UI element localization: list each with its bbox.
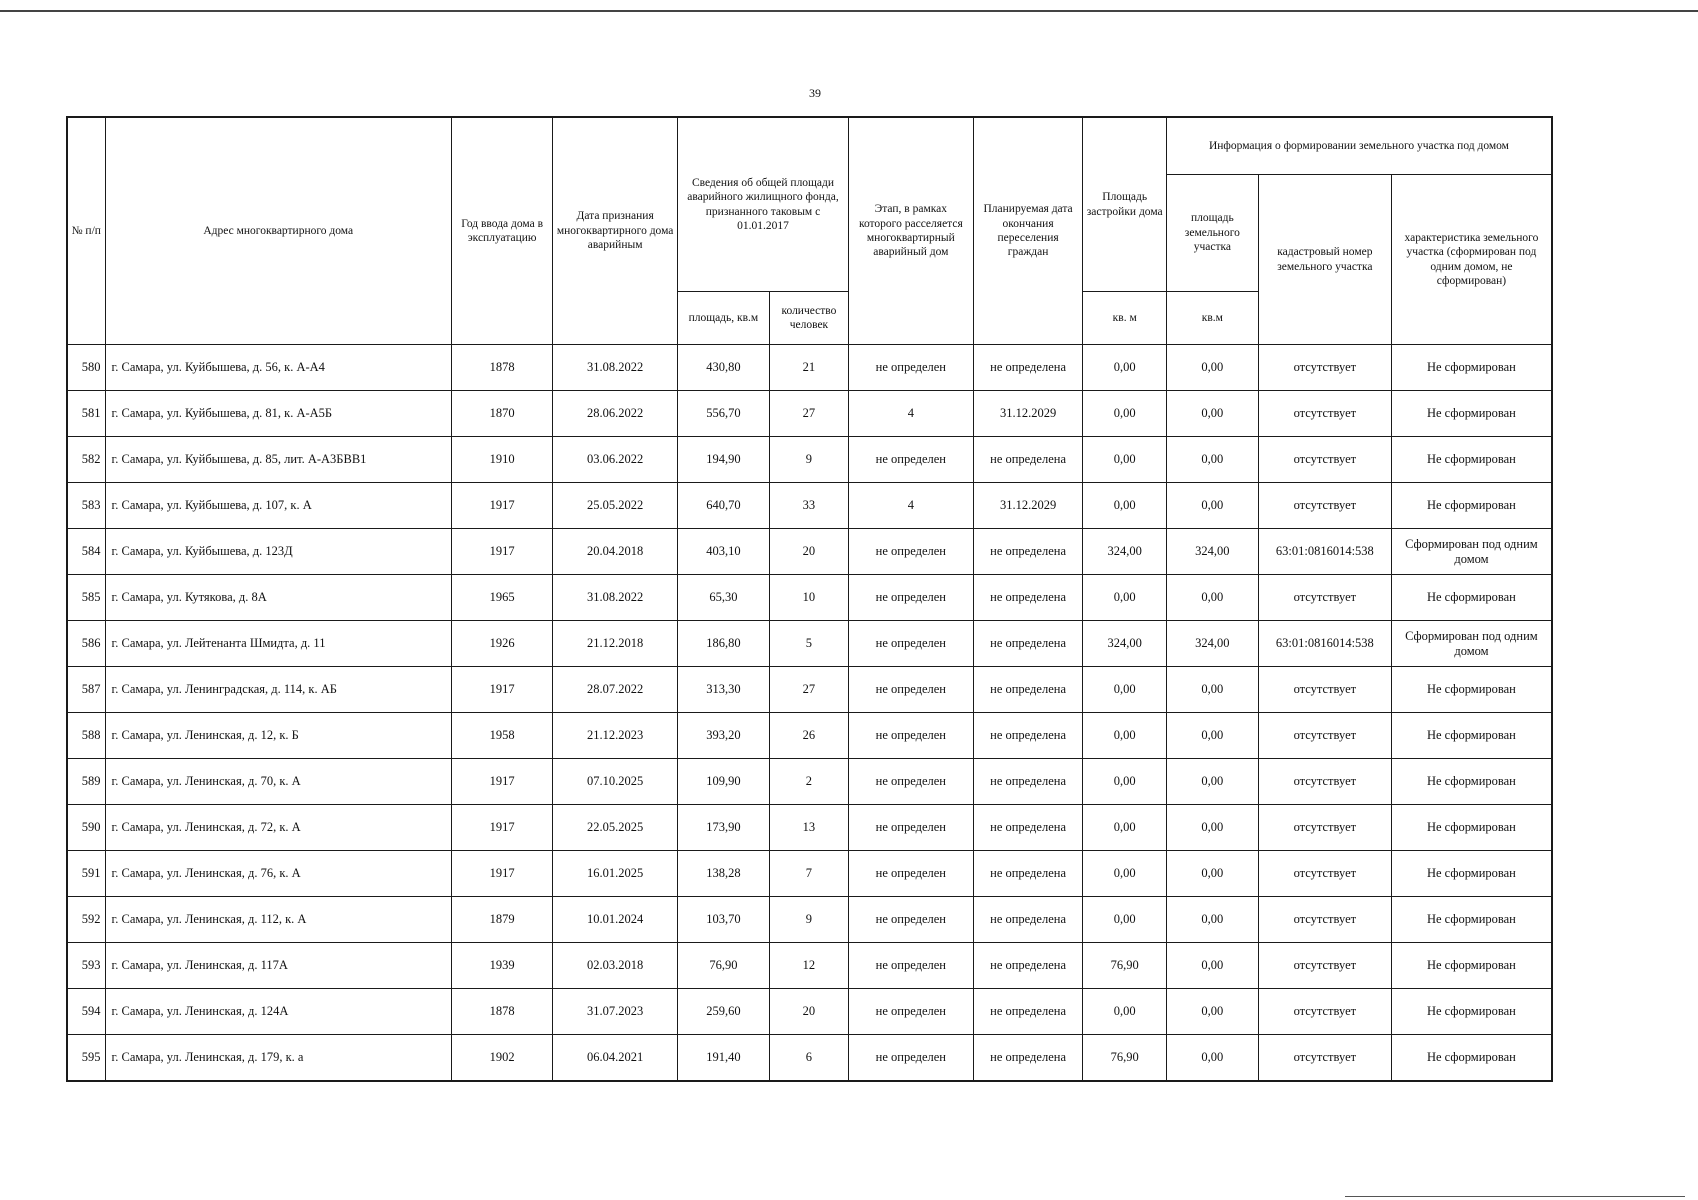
cell-people: 10 xyxy=(769,575,848,621)
cell-people: 7 xyxy=(769,851,848,897)
cell-land-status: Не сформирован xyxy=(1391,575,1552,621)
cell-stage: не определен xyxy=(849,437,974,483)
table-row xyxy=(67,989,1552,1035)
cell-address: г. Самара, ул. Куйбышева, д. 123Д xyxy=(105,529,451,575)
cell-num: 589 xyxy=(67,759,105,805)
cell-year: 1917 xyxy=(451,759,552,805)
cell-year: 1910 xyxy=(451,437,552,483)
cell-stage: не определен xyxy=(849,759,974,805)
cell-cadastral: 63:01:0816014:538 xyxy=(1258,621,1391,667)
table-row xyxy=(67,897,1552,943)
cell-cadastral: отсутствует xyxy=(1258,851,1391,897)
cell-land-area: 0,00 xyxy=(1166,437,1258,483)
cell-num: 582 xyxy=(67,437,105,483)
cell-cadastral: отсутствует xyxy=(1258,943,1391,989)
header-stage: Этап, в рамках которого расселяется многоквартирный аварийный дом xyxy=(849,117,974,345)
cell-cadastral: 63:01:0816014:538 xyxy=(1258,529,1391,575)
cell-num: 584 xyxy=(67,529,105,575)
cell-people: 12 xyxy=(769,943,848,989)
table-row xyxy=(67,575,1552,621)
cell-people: 5 xyxy=(769,621,848,667)
cell-recognition-date: 07.10.2025 xyxy=(553,759,678,805)
cell-cadastral: отсутствует xyxy=(1258,483,1391,529)
cell-num: 587 xyxy=(67,667,105,713)
cell-people: 13 xyxy=(769,805,848,851)
cell-stage: 4 xyxy=(849,391,974,437)
cell-people: 33 xyxy=(769,483,848,529)
cell-planned-date: не определена xyxy=(973,943,1083,989)
cell-cadastral: отсутствует xyxy=(1258,667,1391,713)
cell-land-area: 0,00 xyxy=(1166,805,1258,851)
cell-planned-date: не определена xyxy=(973,713,1083,759)
cell-area: 76,90 xyxy=(677,943,769,989)
table-row xyxy=(67,437,1552,483)
cell-recognition-date: 16.01.2025 xyxy=(553,851,678,897)
cell-land-area: 0,00 xyxy=(1166,575,1258,621)
cell-recognition-date: 28.06.2022 xyxy=(553,391,678,437)
table-row xyxy=(67,713,1552,759)
cell-stage: не определен xyxy=(849,667,974,713)
cell-planned-date: 31.12.2029 xyxy=(973,391,1083,437)
cell-address: г. Самара, ул. Лейтенанта Шмидта, д. 11 xyxy=(105,621,451,667)
cell-land-status: Не сформирован xyxy=(1391,391,1552,437)
cell-num: 586 xyxy=(67,621,105,667)
cell-num: 583 xyxy=(67,483,105,529)
cell-building-area: 324,00 xyxy=(1083,529,1166,575)
cell-cadastral: отсутствует xyxy=(1258,1035,1391,1082)
cell-area: 259,60 xyxy=(677,989,769,1035)
cell-address: г. Самара, ул. Кутякова, д. 8А xyxy=(105,575,451,621)
cell-cadastral: отсутствует xyxy=(1258,575,1391,621)
header-building-area: Площадь застройки дома xyxy=(1083,117,1166,292)
cell-land-status: Не сформирован xyxy=(1391,345,1552,391)
cell-cadastral: отсутствует xyxy=(1258,759,1391,805)
cell-building-area: 0,00 xyxy=(1083,897,1166,943)
cell-land-status: Сформирован под одним домом xyxy=(1391,621,1552,667)
cell-planned-date: не определена xyxy=(973,345,1083,391)
cell-land-area: 0,00 xyxy=(1166,345,1258,391)
cell-year: 1870 xyxy=(451,391,552,437)
cell-building-area: 0,00 xyxy=(1083,989,1166,1035)
cell-people: 20 xyxy=(769,989,848,1035)
cell-land-area: 0,00 xyxy=(1166,943,1258,989)
cell-land-area: 0,00 xyxy=(1166,391,1258,437)
cell-building-area: 0,00 xyxy=(1083,345,1166,391)
table-row xyxy=(67,759,1552,805)
cell-planned-date: не определена xyxy=(973,1035,1083,1082)
cell-area: 65,30 xyxy=(677,575,769,621)
table-row xyxy=(67,805,1552,851)
cell-year: 1878 xyxy=(451,989,552,1035)
cell-address: г. Самара, ул. Ленинская, д. 112, к. А xyxy=(105,897,451,943)
emergency-housing-table xyxy=(66,116,1553,1082)
cell-area: 403,10 xyxy=(677,529,769,575)
cell-num: 595 xyxy=(67,1035,105,1082)
cell-planned-date: не определена xyxy=(973,897,1083,943)
cell-address: г. Самара, ул. Ленинградская, д. 114, к. АБ xyxy=(105,667,451,713)
cell-year: 1917 xyxy=(451,667,552,713)
cell-stage: не определен xyxy=(849,713,974,759)
cell-building-area: 76,90 xyxy=(1083,1035,1166,1082)
cell-recognition-date: 31.08.2022 xyxy=(553,575,678,621)
cell-cadastral: отсутствует xyxy=(1258,805,1391,851)
cell-address: г. Самара, ул. Ленинская, д. 117А xyxy=(105,943,451,989)
cell-address: г. Самара, ул. Ленинская, д. 70, к. А xyxy=(105,759,451,805)
cell-land-status: Не сформирован xyxy=(1391,851,1552,897)
cell-area: 191,40 xyxy=(677,1035,769,1082)
cell-num: 590 xyxy=(67,805,105,851)
cell-num: 594 xyxy=(67,989,105,1035)
cell-people: 27 xyxy=(769,391,848,437)
cell-cadastral: отсутствует xyxy=(1258,391,1391,437)
cell-stage: не определен xyxy=(849,621,974,667)
cell-area: 194,90 xyxy=(677,437,769,483)
cell-year: 1902 xyxy=(451,1035,552,1082)
table-body xyxy=(67,345,1552,1082)
cell-stage: не определен xyxy=(849,529,974,575)
cell-land-area: 0,00 xyxy=(1166,667,1258,713)
table-row xyxy=(67,851,1552,897)
cell-land-area: 0,00 xyxy=(1166,483,1258,529)
cell-num: 593 xyxy=(67,943,105,989)
cell-planned-date: не определена xyxy=(973,437,1083,483)
cell-num: 591 xyxy=(67,851,105,897)
cell-planned-date: не определена xyxy=(973,989,1083,1035)
cell-stage: не определен xyxy=(849,943,974,989)
cell-people: 9 xyxy=(769,897,848,943)
cell-stage: не определен xyxy=(849,989,974,1035)
cell-planned-date: 31.12.2029 xyxy=(973,483,1083,529)
table-row xyxy=(67,621,1552,667)
cell-land-area: 0,00 xyxy=(1166,1035,1258,1082)
cell-land-status: Не сформирован xyxy=(1391,897,1552,943)
cell-recognition-date: 10.01.2024 xyxy=(553,897,678,943)
cell-area: 173,90 xyxy=(677,805,769,851)
cell-land-area: 0,00 xyxy=(1166,759,1258,805)
header-land-area-unit: кв.м xyxy=(1166,292,1258,345)
bottom-scan-rule xyxy=(1345,1196,1685,1197)
cell-people: 27 xyxy=(769,667,848,713)
cell-year: 1939 xyxy=(451,943,552,989)
table-row xyxy=(67,483,1552,529)
cell-year: 1917 xyxy=(451,805,552,851)
cell-area: 313,30 xyxy=(677,667,769,713)
cell-land-status: Не сформирован xyxy=(1391,713,1552,759)
cell-recognition-date: 28.07.2022 xyxy=(553,667,678,713)
header-land-group: Информация о формировании земельного участка под домом xyxy=(1166,117,1552,175)
cell-stage: не определен xyxy=(849,805,974,851)
cell-stage: не определен xyxy=(849,897,974,943)
cell-building-area: 0,00 xyxy=(1083,713,1166,759)
header-year: Год ввода дома в эксплуатацию xyxy=(451,117,552,345)
cell-area: 556,70 xyxy=(677,391,769,437)
cell-recognition-date: 03.06.2022 xyxy=(553,437,678,483)
cell-cadastral: отсутствует xyxy=(1258,989,1391,1035)
cell-area: 103,70 xyxy=(677,897,769,943)
cell-land-area: 324,00 xyxy=(1166,529,1258,575)
cell-land-area: 0,00 xyxy=(1166,989,1258,1035)
cell-area: 138,28 xyxy=(677,851,769,897)
table-row xyxy=(67,391,1552,437)
cell-year: 1879 xyxy=(451,897,552,943)
cell-building-area: 324,00 xyxy=(1083,621,1166,667)
cell-land-status: Не сформирован xyxy=(1391,483,1552,529)
cell-area: 109,90 xyxy=(677,759,769,805)
cell-land-status: Не сформирован xyxy=(1391,943,1552,989)
cell-planned-date: не определена xyxy=(973,667,1083,713)
header-land-area: площадь земельного участка xyxy=(1166,175,1258,292)
cell-recognition-date: 21.12.2018 xyxy=(553,621,678,667)
page-number: 39 xyxy=(809,86,821,100)
cell-people: 26 xyxy=(769,713,848,759)
cell-building-area: 0,00 xyxy=(1083,851,1166,897)
header-people: количество человек xyxy=(769,292,848,345)
cell-address: г. Самара, ул. Куйбышева, д. 107, к. А xyxy=(105,483,451,529)
cell-people: 6 xyxy=(769,1035,848,1082)
cell-recognition-date: 02.03.2018 xyxy=(553,943,678,989)
cell-year: 1878 xyxy=(451,345,552,391)
cell-address: г. Самара, ул. Куйбышева, д. 56, к. А-А4 xyxy=(105,345,451,391)
header-land-status: характеристика земельного участка (сформирован под одним домом, не сформирован) xyxy=(1391,175,1552,345)
cell-building-area: 0,00 xyxy=(1083,575,1166,621)
cell-recognition-date: 25.05.2022 xyxy=(553,483,678,529)
cell-land-area: 0,00 xyxy=(1166,713,1258,759)
cell-year: 1917 xyxy=(451,529,552,575)
cell-building-area: 0,00 xyxy=(1083,437,1166,483)
cell-land-status: Не сформирован xyxy=(1391,759,1552,805)
table-header xyxy=(67,117,1552,345)
cell-stage: не определен xyxy=(849,851,974,897)
header-num: № п/п xyxy=(67,117,105,345)
cell-planned-date: не определена xyxy=(973,529,1083,575)
cell-recognition-date: 31.07.2023 xyxy=(553,989,678,1035)
cell-num: 580 xyxy=(67,345,105,391)
cell-planned-date: не определена xyxy=(973,759,1083,805)
header-recognition-date: Дата признания многоквартирного дома аварийным xyxy=(553,117,678,345)
cell-recognition-date: 31.08.2022 xyxy=(553,345,678,391)
cell-planned-date: не определена xyxy=(973,851,1083,897)
header-cadastral: кадастровый номер земельного участка xyxy=(1258,175,1391,345)
cell-recognition-date: 21.12.2023 xyxy=(553,713,678,759)
cell-building-area: 0,00 xyxy=(1083,759,1166,805)
cell-land-status: Сформирован под одним домом xyxy=(1391,529,1552,575)
header-area: площадь, кв.м xyxy=(677,292,769,345)
cell-year: 1965 xyxy=(451,575,552,621)
cell-num: 592 xyxy=(67,897,105,943)
cell-address: г. Самара, ул. Ленинская, д. 76, к. А xyxy=(105,851,451,897)
cell-stage: не определен xyxy=(849,345,974,391)
cell-year: 1917 xyxy=(451,483,552,529)
cell-cadastral: отсутствует xyxy=(1258,897,1391,943)
cell-stage: 4 xyxy=(849,483,974,529)
cell-people: 21 xyxy=(769,345,848,391)
cell-year: 1926 xyxy=(451,621,552,667)
cell-people: 20 xyxy=(769,529,848,575)
cell-cadastral: отсутствует xyxy=(1258,437,1391,483)
table-row xyxy=(67,667,1552,713)
cell-land-status: Не сформирован xyxy=(1391,437,1552,483)
cell-num: 588 xyxy=(67,713,105,759)
cell-cadastral: отсутствует xyxy=(1258,345,1391,391)
cell-address: г. Самара, ул. Куйбышева, д. 85, лит. А-А3БВВ1 xyxy=(105,437,451,483)
cell-year: 1917 xyxy=(451,851,552,897)
header-planned-date: Планируемая дата окончания переселения граждан xyxy=(973,117,1083,345)
cell-num: 585 xyxy=(67,575,105,621)
cell-recognition-date: 20.04.2018 xyxy=(553,529,678,575)
cell-address: г. Самара, ул. Ленинская, д. 12, к. Б xyxy=(105,713,451,759)
cell-planned-date: не определена xyxy=(973,621,1083,667)
cell-planned-date: не определена xyxy=(973,805,1083,851)
cell-address: г. Самара, ул. Куйбышева, д. 81, к. А-А5Б xyxy=(105,391,451,437)
cell-land-area: 0,00 xyxy=(1166,897,1258,943)
cell-area: 640,70 xyxy=(677,483,769,529)
cell-year: 1958 xyxy=(451,713,552,759)
cell-recognition-date: 06.04.2021 xyxy=(553,1035,678,1082)
cell-people: 2 xyxy=(769,759,848,805)
header-building-area-unit: кв. м xyxy=(1083,292,1166,345)
cell-num: 581 xyxy=(67,391,105,437)
cell-land-area: 0,00 xyxy=(1166,851,1258,897)
cell-area: 393,20 xyxy=(677,713,769,759)
cell-area: 430,80 xyxy=(677,345,769,391)
cell-land-status: Не сформирован xyxy=(1391,1035,1552,1082)
cell-land-status: Не сформирован xyxy=(1391,667,1552,713)
header-address: Адрес многоквартирного дома xyxy=(105,117,451,345)
cell-building-area: 0,00 xyxy=(1083,391,1166,437)
cell-land-area: 324,00 xyxy=(1166,621,1258,667)
cell-address: г. Самара, ул. Ленинская, д. 179, к. а xyxy=(105,1035,451,1082)
cell-stage: не определен xyxy=(849,1035,974,1082)
cell-stage: не определен xyxy=(849,575,974,621)
cell-building-area: 0,00 xyxy=(1083,805,1166,851)
cell-planned-date: не определена xyxy=(973,575,1083,621)
table-row xyxy=(67,943,1552,989)
cell-building-area: 76,90 xyxy=(1083,943,1166,989)
cell-building-area: 0,00 xyxy=(1083,483,1166,529)
table-row xyxy=(67,1035,1552,1082)
cell-recognition-date: 22.05.2025 xyxy=(553,805,678,851)
cell-people: 9 xyxy=(769,437,848,483)
cell-building-area: 0,00 xyxy=(1083,667,1166,713)
cell-cadastral: отсутствует xyxy=(1258,713,1391,759)
cell-land-status: Не сформирован xyxy=(1391,805,1552,851)
cell-address: г. Самара, ул. Ленинская, д. 72, к. А xyxy=(105,805,451,851)
cell-area: 186,80 xyxy=(677,621,769,667)
table-row xyxy=(67,529,1552,575)
cell-address: г. Самара, ул. Ленинская, д. 124А xyxy=(105,989,451,1035)
header-area-group: Сведения об общей площади аварийного жилищного фонда, признанного таковым с 01.01.2017 xyxy=(677,117,848,292)
cell-land-status: Не сформирован xyxy=(1391,989,1552,1035)
table-row xyxy=(67,345,1552,391)
top-scan-rule xyxy=(0,10,1698,12)
